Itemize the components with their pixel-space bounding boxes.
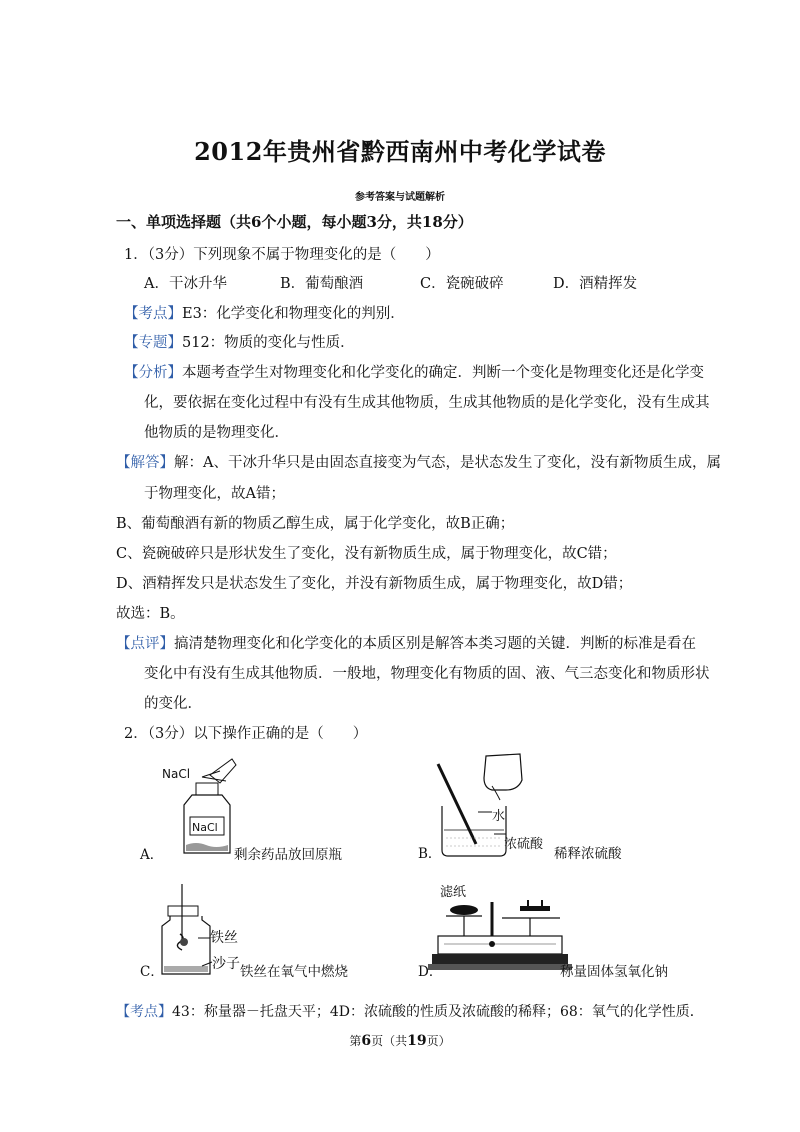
q1-dianping-line1: 【点评】搞清楚物理变化和化学变化的本质区别是解答本类习题的关键．判断的标准是看在 — [116, 636, 696, 652]
q1-option-c: C．瓷碗破碎 — [420, 276, 504, 292]
section-heading: 一、单项选择题（共6个小题，每小题3分，共18分） — [116, 213, 473, 231]
q1-jieda-line5: D、酒精挥发只是状态发生了变化，并没有新物质生成，属于物理变化，故D错； — [116, 576, 633, 592]
q1-fenxi-line2: 化，要依据在变化过程中有没有生成其他物质，生成其他物质的是化学变化，没有生成其 — [144, 395, 710, 411]
q1-kaodian: 【考点】E3：化学变化和物理变化的判别． — [124, 306, 405, 322]
figure-a-caption: 剩余药品放回原瓶 — [234, 847, 342, 863]
q1-fenxi-line3: 他物质的是物理变化． — [144, 425, 289, 441]
figure-d — [418, 880, 678, 984]
figure-c-label: C． — [140, 964, 164, 980]
q1-jieda-line2: 于物理变化，故A错； — [144, 486, 285, 502]
q2-kaodian: 【考点】43：称量器－托盘天平；4D：浓硫酸的性质及浓硫酸的稀释；68：氧气的化学性质． — [116, 1004, 704, 1020]
figure-c-sand-label: 沙子 — [212, 956, 240, 972]
current-page: 6 — [361, 1033, 372, 1049]
page-footer: 第6页（共19页） — [349, 1033, 451, 1049]
q1-fenxi-line1: 【分析】本题考查学生对物理变化和化学变化的确定．判断一个变化是物理变化还是化学变 — [124, 365, 704, 381]
q1-dianping-line2: 变化中有没有生成其他物质．一般地，物理变化有物质的固、液、气三态变化和物质形状 — [144, 666, 710, 682]
q1-jieda-line4: C、瓷碗破碎只是形状发生了变化，没有新物质生成，属于物理变化，故C错； — [116, 546, 617, 562]
q1-dianping-line3: 的变化． — [144, 696, 202, 712]
figure-d-paper-label: 滤纸 — [440, 885, 467, 900]
q1-jieda-line6: 故选：B。 — [116, 606, 185, 622]
q1-jieda-line3: B、葡萄酿酒有新的物质乙醇生成，属于化学变化，故B正确； — [116, 516, 515, 532]
figure-a — [140, 755, 380, 865]
figure-c — [140, 884, 380, 984]
q1-option-b: B．葡萄酿酒 — [280, 276, 364, 292]
figure-c-caption: 铁丝在氧气中燃烧 — [240, 964, 348, 980]
figure-a-nacl-top: NaCl — [162, 767, 191, 781]
figure-a-label: A． — [140, 847, 164, 863]
q1-options — [144, 272, 637, 293]
figure-d-caption: 称量固体氢氧化钠 — [560, 964, 668, 980]
figure-d-label: D． — [418, 964, 443, 980]
q1-option-a: A．干冰升华 — [144, 276, 227, 292]
figure-a-nacl-label: NaCl — [192, 821, 218, 834]
figure-b-caption: 稀释浓硫酸 — [554, 846, 622, 862]
figure-b-acid-label: 浓硫酸 — [504, 837, 544, 852]
kaodian-tag: 【考点】 — [124, 306, 182, 322]
q2-stem: 2．（3分）以下操作正确的是（ ） — [124, 726, 368, 742]
figure-b-water-label: 水 — [492, 809, 506, 824]
page-title: 2012年贵州省黔西南州中考化学试卷 — [194, 137, 606, 166]
figure-b — [418, 752, 658, 864]
dianping-tag: 【点评】 — [116, 636, 174, 652]
figure-b-label: B． — [418, 846, 442, 862]
q1-zhuanti: 【专题】512：物质的变化与性质． — [124, 335, 355, 351]
q1-jieda-line1: 【解答】解：A、干冰升华只是由固态直接变为气态，是状态发生了变化，没有新物质生成，属 — [116, 455, 721, 471]
total-pages: 19 — [407, 1033, 427, 1049]
q1-option-d: D．酒精挥发 — [553, 276, 638, 292]
dilution-beaker-illustration — [418, 752, 658, 864]
q1-stem: 1．（3分）下列现象不属于物理变化的是（ ） — [124, 247, 440, 263]
zhuanti-tag: 【专题】 — [124, 335, 182, 351]
fenxi-tag: 【分析】 — [124, 365, 182, 381]
figure-c-wire-label: 铁丝 — [210, 930, 238, 946]
jieda-tag: 【解答】 — [116, 455, 174, 471]
page-subtitle: 参考答案与试题解析 — [355, 192, 445, 203]
kaodian-tag: 【考点】 — [116, 1004, 172, 1020]
